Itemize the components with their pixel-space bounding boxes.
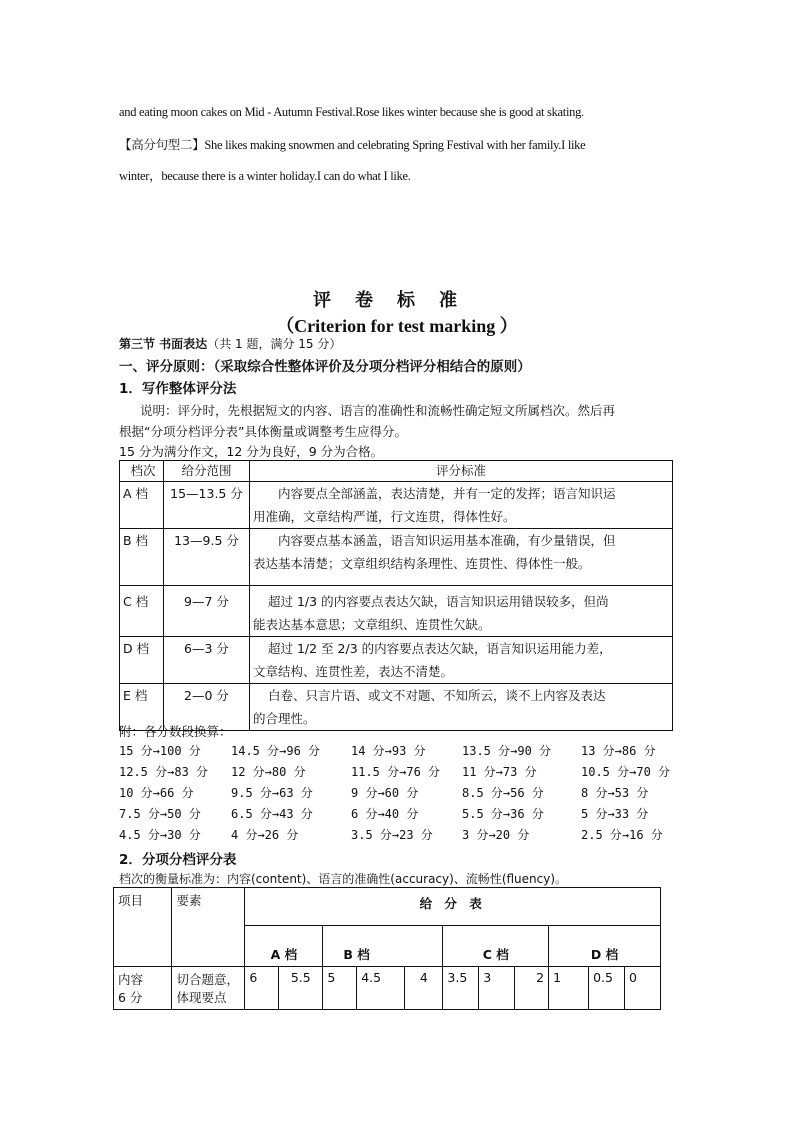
score-cell: 5 — [323, 967, 357, 1010]
grade-table — [119, 460, 673, 731]
section2-heading: 2．分项分档评分表 — [119, 852, 237, 868]
criteria-cell — [250, 586, 673, 637]
section2-note: 档次的衡量标准为：内容(content)、语言的准确性(accuracy)、流畅性(fluency)。 — [119, 872, 568, 886]
criteria-cell — [250, 482, 673, 529]
conversion-row — [119, 742, 679, 763]
conversion-item: 8 分→53 分 — [581, 786, 649, 800]
conversion-item: 15 分→100 分 — [119, 744, 201, 758]
conversion-item: 7.5 分→50 分 — [119, 807, 201, 821]
score-cell: 5.5 — [279, 967, 323, 1010]
item-header: 项目 — [114, 888, 172, 967]
table-row — [120, 529, 673, 586]
score-table — [113, 887, 661, 1010]
criteria-line-1: 超过 1/2 至 2/3 的内容要点表达欠缺，语言知识运用能力差， — [268, 641, 612, 656]
criteria-line-2: 用准确，文章结构严谨，行文连贯，得体性好。 — [253, 509, 516, 524]
criteria-cell — [250, 529, 673, 586]
range-header: 给分范围 — [164, 461, 250, 482]
conversion-item: 12 分→80 分 — [231, 765, 306, 779]
conversion-item: 6 分→40 分 — [351, 807, 419, 821]
section-heading-label: 第三节 书面表达 — [119, 337, 208, 351]
page-title-cn: 评卷标准 — [313, 290, 481, 311]
range-cell: 6—3 分 — [164, 637, 250, 684]
page-title-en: （Criterion for test marking ） — [276, 316, 518, 336]
conversion-item: 9 分→60 分 — [351, 786, 419, 800]
conversion-item: 10.5 分→70 分 — [581, 765, 671, 779]
conversion-item: 10 分→66 分 — [119, 786, 194, 800]
conversion-item: 14.5 分→96 分 — [231, 744, 321, 758]
criteria-line-1: 白卷、只言片语、或文不对题、不知所云，谈不上内容及表达 — [268, 688, 606, 703]
grade-d-header: D 档 — [549, 926, 661, 967]
score-cell: 0 — [624, 967, 660, 1010]
conversion-item: 5.5 分→36 分 — [462, 807, 544, 821]
principle-heading: 一、评分原则：（采取综合性整体评价及分项分档评分相结合的原则） — [119, 359, 531, 375]
essay-line-2: 【高分句型二】She likes making snowmen and celebrating Spring Festival with her family.I like — [119, 138, 586, 152]
range-cell: 2—0 分 — [164, 684, 250, 731]
item-cell — [114, 967, 172, 1010]
criteria-line-2: 文章结构、连贯性差，表达不清楚。 — [253, 664, 454, 679]
score-cell: 1 — [549, 967, 589, 1010]
grade-table-header — [120, 461, 673, 482]
criteria-line-1: 内容要点基本涵盖，语言知识运用基本准确，有少量错误，但 — [278, 533, 616, 548]
conversion-item: 4.5 分→30 分 — [119, 828, 201, 842]
table-row — [120, 586, 673, 637]
conversion-item: 3 分→20 分 — [462, 828, 530, 842]
conversion-item: 13 分→86 分 — [581, 744, 656, 758]
grade-cell: B 档 — [120, 529, 164, 586]
conversion-item: 11 分→73 分 — [462, 765, 537, 779]
section-heading-note: （共 1 题，满分 15 分） — [207, 337, 342, 351]
criteria-header: 评分标准 — [250, 461, 673, 482]
essay-line-1: and eating moon cakes on Mid - Autumn Festival.Rose likes winter because she is good at skating. — [119, 105, 584, 119]
conversion-item: 6.5 分→43 分 — [231, 807, 313, 821]
element-line-2: 体现要点 — [176, 990, 227, 1005]
explain-line-3: 15 分为满分作文，12 分为良好，9 分为合格。 — [119, 444, 384, 459]
score-table-header — [114, 888, 661, 926]
criteria-line-1: 内容要点全部涵盖，表达清楚，并有一定的发挥；语言知识运 — [278, 486, 616, 501]
conversion-item: 3.5 分→23 分 — [351, 828, 433, 842]
item-line-2: 6 分 — [118, 990, 143, 1005]
conversion-item: 9.5 分→63 分 — [231, 786, 313, 800]
score-cell: 4 — [405, 967, 443, 1010]
score-cell: 2 — [515, 967, 549, 1010]
element-header: 要素 — [172, 888, 245, 967]
score-cell: 0.5 — [589, 967, 625, 1010]
grade-b-header: B 档 — [323, 926, 443, 967]
range-cell: 15—13.5 分 — [164, 482, 250, 529]
conversion-item: 11.5 分→76 分 — [351, 765, 441, 779]
grade-header: 档次 — [120, 461, 164, 482]
criteria-line-2: 的合理性。 — [253, 711, 316, 726]
grade-cell: A 档 — [120, 482, 164, 529]
conversion-item: 12.5 分→83 分 — [119, 765, 209, 779]
criteria-cell — [250, 637, 673, 684]
item-line-1: 内容 — [118, 972, 144, 987]
grade-a-header: A 档 — [245, 926, 323, 967]
score-cell: 3 — [479, 967, 515, 1010]
range-cell: 9—7 分 — [164, 586, 250, 637]
explain-line-2: 根据“分项分档评分表”具体衡量或调整考生应得分。 — [119, 424, 407, 439]
criteria-cell — [250, 684, 673, 731]
conversion-item: 13.5 分→90 分 — [462, 744, 552, 758]
score-cell: 3.5 — [443, 967, 479, 1010]
grade-cell: C 档 — [120, 586, 164, 637]
grade-cell: E 档 — [120, 684, 164, 731]
conversion-item: 8.5 分→56 分 — [462, 786, 544, 800]
conversion-item: 14 分→93 分 — [351, 744, 426, 758]
score-cell: 6 — [245, 967, 279, 1010]
grade-cell: D 档 — [120, 637, 164, 684]
criteria-line-1: 超过 1/3 的内容要点表达欠缺，语言知识运用错误较多，但尚 — [268, 594, 609, 609]
element-cell — [172, 967, 245, 1010]
conversion-item: 5 分→33 分 — [581, 807, 649, 821]
score-header: 给 分 表 — [245, 888, 661, 926]
explain-line-1: 说明：评分时，先根据短文的内容、语言的准确性和流畅性确定短文所属档次。然后再 — [140, 403, 616, 418]
criteria-line-2: 能表达基本意思；文章组织、连贯性欠缺。 — [253, 617, 491, 632]
essay-line-3: winter，because there is a winter holiday.I can do what I like. — [119, 169, 411, 183]
conversion-row — [119, 784, 679, 805]
range-cell: 13—9.5 分 — [164, 529, 250, 586]
score-cell: 4.5 — [357, 967, 405, 1010]
element-line-1: 切合题意， — [176, 972, 239, 987]
conversion-item: 4 分→26 分 — [231, 828, 299, 842]
conversion-row — [119, 763, 679, 784]
section-heading — [119, 335, 341, 352]
conversion-row — [119, 805, 679, 826]
method1-heading: 1．写作整体评分法 — [119, 381, 237, 397]
conversion-item: 2.5 分→16 分 — [581, 828, 663, 842]
criteria-line-2: 表达基本清楚；文章组织结构条理性、连贯性、得体性一般。 — [253, 556, 591, 571]
conversion-row — [119, 826, 679, 847]
grade-c-header: C 档 — [443, 926, 549, 967]
table-row — [120, 637, 673, 684]
conversion-grid — [119, 742, 679, 847]
table-row — [114, 967, 661, 1010]
conversion-title: 附：各分数段换算： — [119, 724, 232, 739]
table-row — [120, 482, 673, 529]
